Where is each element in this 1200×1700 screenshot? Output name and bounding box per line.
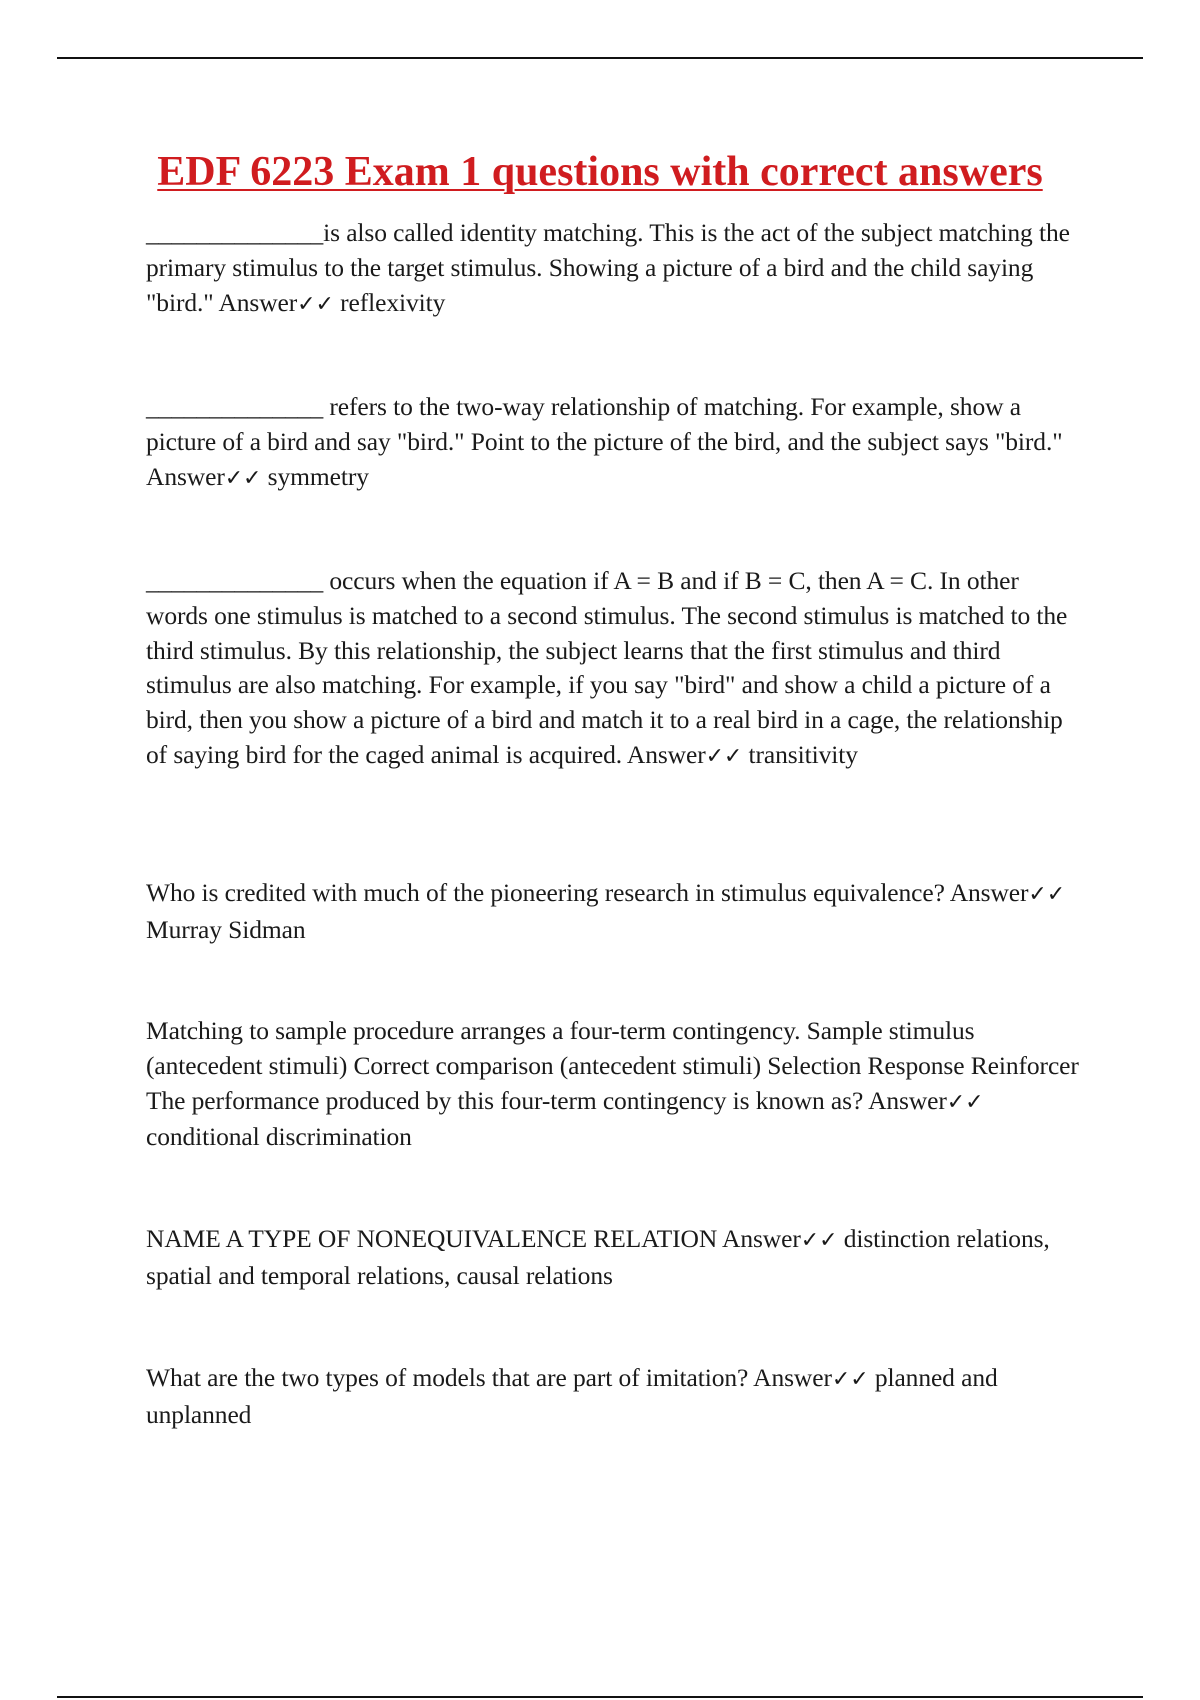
qa-item-2 — [146, 390, 1082, 496]
double-checkmark-icon: ✓✓ — [831, 1367, 869, 1392]
answer-text: distinction relations, spatial and temporal relations, causal relations — [146, 1224, 1050, 1290]
fill-in-blank: ______________ — [146, 566, 324, 595]
answer-label: Answer — [626, 739, 706, 769]
answer-text: symmetry — [267, 461, 369, 491]
qa-item-4 — [146, 876, 1082, 948]
double-checkmark-icon: ✓✓ — [1028, 882, 1066, 907]
qa-item-5 — [146, 1014, 1082, 1155]
answer-label: Answer — [753, 1363, 832, 1392]
answer-label: Answer — [218, 287, 298, 317]
answer-label: Answer — [868, 1085, 947, 1115]
question-text: NAME A TYPE OF NONEQUIVALENCE RELATION — [146, 1224, 718, 1253]
answer-label: Answer — [949, 878, 1029, 907]
answer-text: conditional discrimination — [146, 1122, 412, 1152]
document-title: EDF 6223 Exam 1 questions with correct answers — [157, 149, 1043, 195]
double-checkmark-icon: ✓✓ — [705, 743, 743, 769]
answer-text: transitivity — [748, 739, 858, 769]
question-text: refers to the two-way relationship of matching. For example, show a picture of a bird and say "bird." Point to the picture of the bird, and the subject says "bird." — [146, 392, 1063, 456]
qa-item-7 — [146, 1361, 1082, 1433]
question-text: Matching to sample procedure arranges a four-term contingency. Sample stimulus (antecedent stimuli) Correct comparison (antecedent stimuli) Selection Response Reinforcer The performance produced by this four-term contingency is known as? — [146, 1016, 1079, 1115]
fill-in-blank: ______________ — [146, 218, 324, 247]
top-rule — [57, 57, 1143, 59]
question-text: Who is credited with much of the pioneering research in stimulus equivalence? — [146, 878, 945, 907]
answer-label: Answer — [146, 461, 225, 491]
question-text: is also called identity matching. This is the act of the subject matching the primary stimulus to the target stimulus. Showing a picture of a bird and the child saying "bird." — [146, 218, 1070, 317]
qa-item-1 — [146, 216, 1082, 322]
qa-item-3 — [146, 564, 1082, 775]
double-checkmark-icon: ✓✓ — [224, 465, 262, 491]
question-text: What are the two types of models that are part of imitation? — [146, 1363, 749, 1392]
double-checkmark-icon: ✓✓ — [946, 1089, 984, 1115]
answer-text: planned and unplanned — [146, 1363, 998, 1429]
double-checkmark-icon: ✓✓ — [800, 1228, 838, 1253]
bottom-rule — [57, 1696, 1143, 1698]
fill-in-blank: ______________ — [146, 392, 324, 421]
question-text: occurs when the equation if A = B and if B = C, then A = C. In other words one stimulus is matched to a second stimulus. The second stimulus is matched to the third stimulus. By this relationship, the subject learns that the first stimulus and third stimulus are also matching. For example, if you say "bird" and show a child a picture of a bird, then you show a picture of a bird and match it to a real bird in a cage, the relationship of saying bird for the caged animal is acquired. — [146, 566, 1068, 769]
answer-text: Murray Sidman — [146, 914, 306, 944]
qa-item-6 — [146, 1222, 1082, 1294]
double-checkmark-icon: ✓✓ — [297, 291, 334, 317]
answer-text: reflexivity — [340, 287, 446, 317]
answer-label: Answer — [722, 1224, 801, 1253]
